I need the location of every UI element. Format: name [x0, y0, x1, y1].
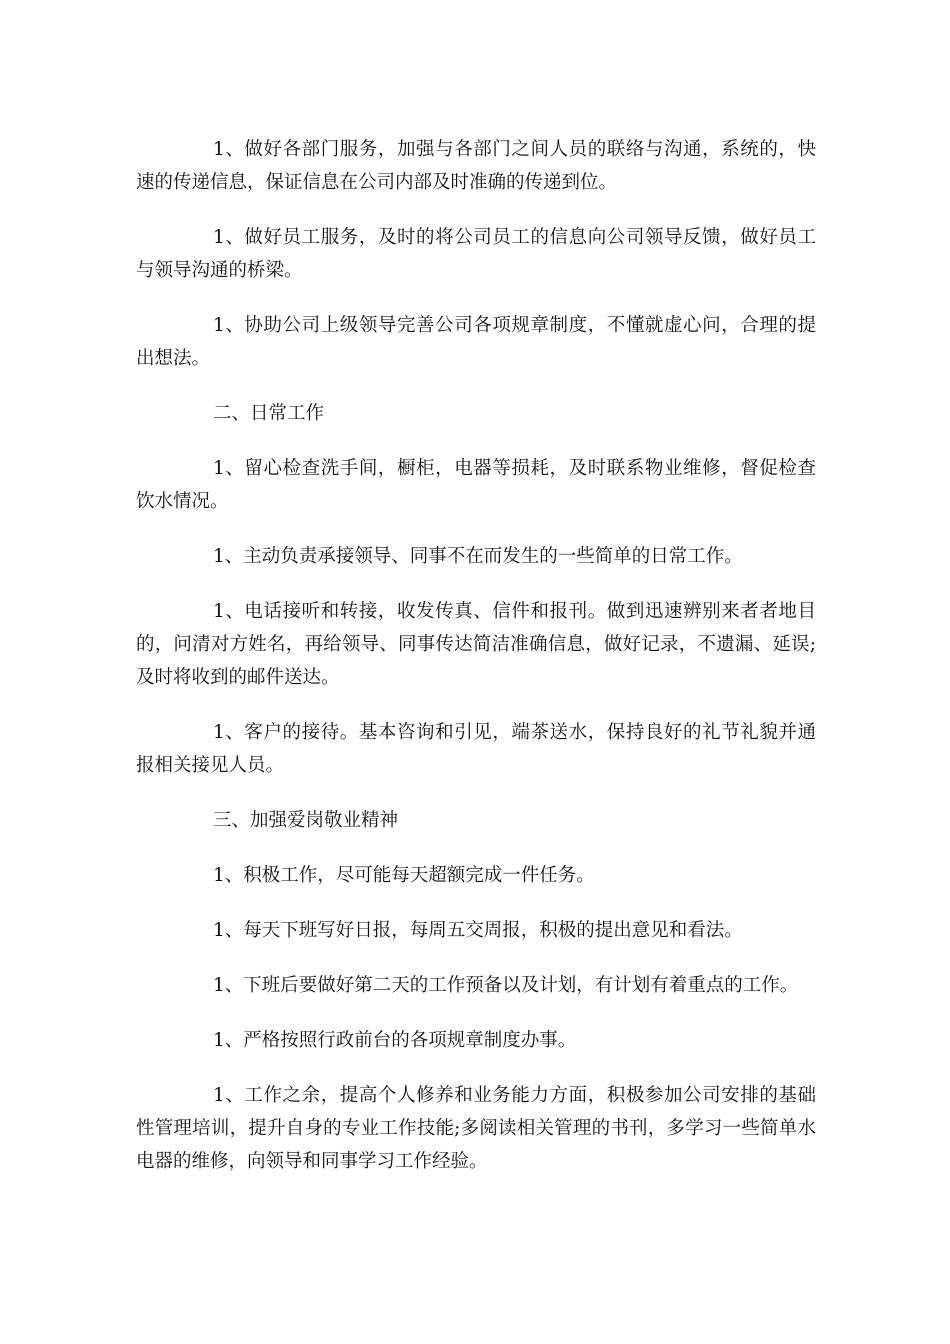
- paragraph-work-actively: 1、积极工作，尽可能每天超额完成一件任务。: [213, 865, 595, 886]
- document-body: [136, 133, 816, 1200]
- section-heading-daily-work: 二、日常工作: [213, 403, 325, 424]
- paragraph-follow-rules: 1、严格按照行政前台的各项规章制度办事。: [213, 1030, 577, 1051]
- paragraph-self-improvement: 1、工作之余，提高个人修养和业务能力方面，积极参加公司安排的基础性管理培训，提升自身的专业工作技能;多阅读相关管理的书刊，多学习一些简单水电器的维修，向领导和同事学习工作经验。: [136, 1085, 816, 1172]
- paragraph-service-departments: 1、做好各部门服务，加强与各部门之间人员的联络与沟通，系统的，快速的传递信息，保证信息在公司内部及时准确的传递到位。: [136, 139, 816, 193]
- paragraph-daily-weekly-report: 1、每天下班写好日报，每周五交周报，积极的提出意见和看法。: [213, 920, 743, 941]
- section-heading-dedication: 三、加强爱岗敬业精神: [213, 810, 399, 831]
- paragraph-take-over-tasks: 1、主动负责承接领导、同事不在而发生的一些简单的日常工作。: [213, 546, 743, 567]
- paragraph-inspect-facilities: 1、留心检查洗手间，橱柜，电器等损耗，及时联系物业维修，督促检查饮水情况。: [136, 458, 816, 512]
- paragraph-phone-and-mail: 1、电话接听和转接，收发传真、信件和报刊。做到迅速辨别来者者地目的，问清对方姓名，再给领导、同事传达简洁准确信息，做好记录，不遗漏、延误;及时将收到的邮件送达。: [136, 601, 816, 688]
- paragraph-service-employees: 1、做好员工服务，及时的将公司员工的信息向公司领导反馈，做好员工与领导沟通的桥梁。: [136, 227, 816, 281]
- paragraph-reception: 1、客户的接待。基本咨询和引见，端茶送水，保持良好的礼节礼貌并通报相关接见人员。: [136, 722, 816, 776]
- paragraph-assist-leadership: 1、协助公司上级领导完善公司各项规章制度，不懂就虚心问，合理的提出想法。: [136, 315, 816, 369]
- paragraph-plan-next-day: 1、下班后要做好第二天的工作预备以及计划，有计划有着重点的工作。: [213, 975, 799, 996]
